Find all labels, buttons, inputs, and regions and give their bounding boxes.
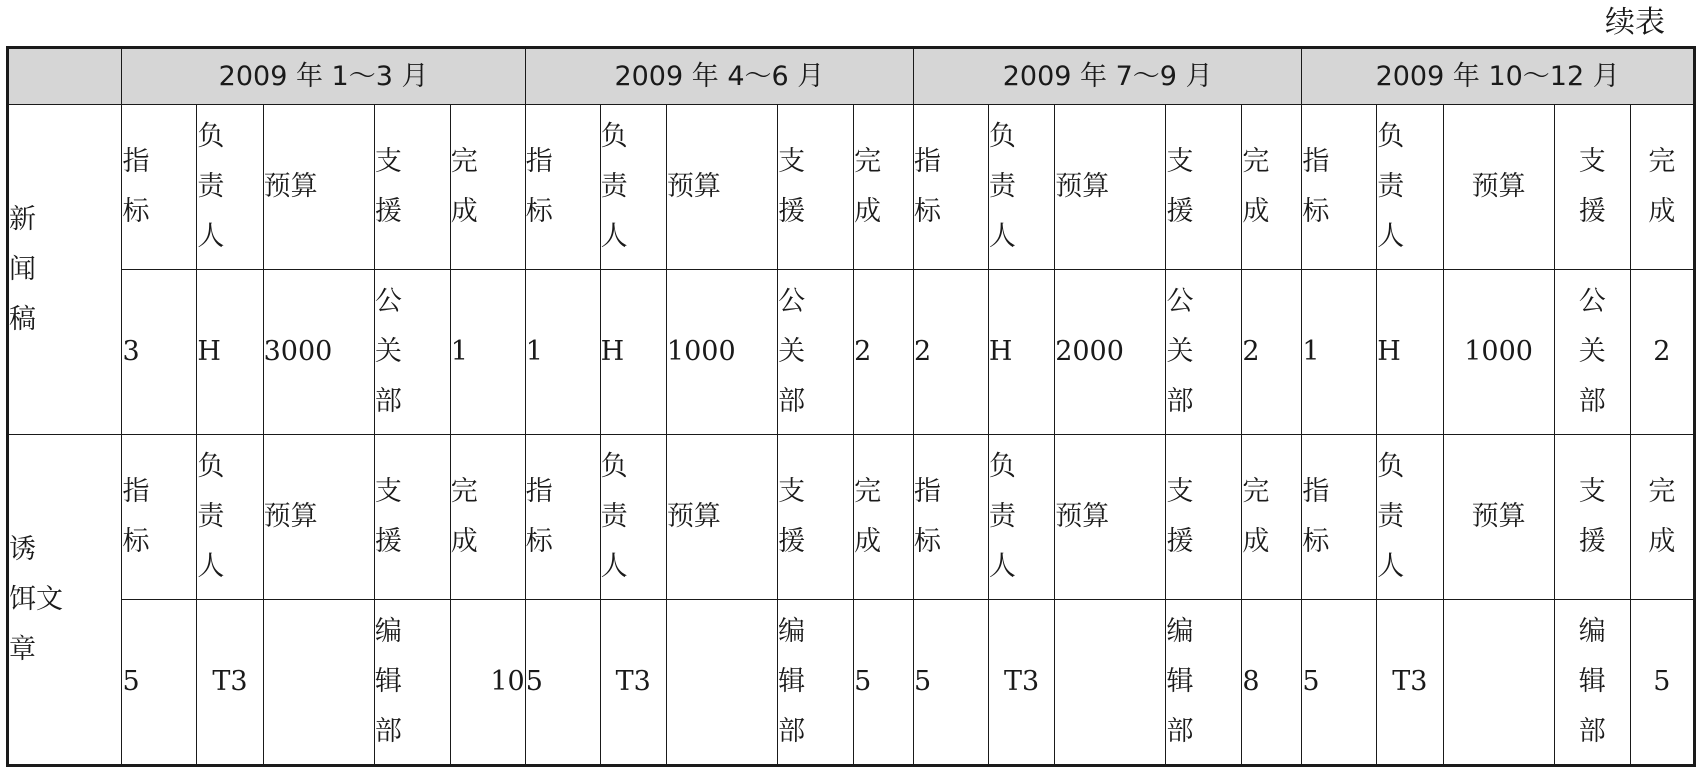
value-row xyxy=(8,270,1695,435)
value-cell: T3 xyxy=(197,600,263,766)
period-header: 2009 年 1～3 月 xyxy=(122,48,525,105)
value-cell: 1 xyxy=(1302,270,1377,435)
value-cell: 2 xyxy=(1242,270,1302,435)
value-cell xyxy=(666,600,777,766)
value-cell: 2 xyxy=(854,270,914,435)
quarterly-plan-table xyxy=(6,46,1696,767)
column-label: 支援 xyxy=(778,435,854,600)
value-cell: 1000 xyxy=(1443,270,1554,435)
column-label: 支援 xyxy=(778,105,854,270)
row-label: 诱 饵文章 xyxy=(8,435,122,766)
column-label-row xyxy=(8,105,1695,270)
column-label: 预算 xyxy=(666,435,777,600)
column-label: 支援 xyxy=(1554,435,1630,600)
value-cell: 编辑部 xyxy=(1166,600,1242,766)
column-label: 指标 xyxy=(1302,105,1377,270)
column-label: 完成 xyxy=(450,435,525,600)
period-header: 2009 年 10～12 月 xyxy=(1302,48,1695,105)
column-label: 完成 xyxy=(1242,105,1302,270)
value-cell xyxy=(1443,600,1554,766)
value-cell: H xyxy=(1377,270,1443,435)
value-cell: 1 xyxy=(525,270,600,435)
value-cell: 公关部 xyxy=(374,270,450,435)
column-label: 负责人 xyxy=(988,105,1054,270)
column-label: 负责人 xyxy=(1377,435,1443,600)
value-cell xyxy=(263,600,374,766)
column-label: 负责人 xyxy=(1377,105,1443,270)
value-cell: 2000 xyxy=(1055,270,1166,435)
value-cell: H xyxy=(600,270,666,435)
value-cell: 5 xyxy=(122,600,197,766)
column-label: 负责人 xyxy=(988,435,1054,600)
value-cell: 公关部 xyxy=(778,270,854,435)
column-label: 预算 xyxy=(1443,435,1554,600)
value-cell: 2 xyxy=(914,270,989,435)
column-label: 指标 xyxy=(122,435,197,600)
column-label: 负责人 xyxy=(197,435,263,600)
value-cell: T3 xyxy=(600,600,666,766)
column-label: 负责人 xyxy=(600,435,666,600)
column-label: 完成 xyxy=(854,105,914,270)
column-label: 支援 xyxy=(1166,435,1242,600)
period-header: 2009 年 4～6 月 xyxy=(525,48,913,105)
column-label: 预算 xyxy=(1055,435,1166,600)
value-cell: 5 xyxy=(525,600,600,766)
column-label: 完成 xyxy=(1630,435,1694,600)
value-cell: H xyxy=(988,270,1054,435)
column-label: 支援 xyxy=(1166,105,1242,270)
column-label: 预算 xyxy=(263,105,374,270)
value-cell: 3 xyxy=(122,270,197,435)
value-cell: 8 xyxy=(1242,600,1302,766)
column-label: 指标 xyxy=(914,435,989,600)
value-cell: 10 xyxy=(450,600,525,766)
value-cell: H xyxy=(197,270,263,435)
column-label: 指标 xyxy=(914,105,989,270)
column-label: 完成 xyxy=(1242,435,1302,600)
value-cell: 1000 xyxy=(666,270,777,435)
column-label: 预算 xyxy=(263,435,374,600)
value-cell: 编辑部 xyxy=(374,600,450,766)
value-cell xyxy=(1055,600,1166,766)
value-cell: 编辑部 xyxy=(1554,600,1630,766)
column-label: 预算 xyxy=(1055,105,1166,270)
value-cell: 编辑部 xyxy=(778,600,854,766)
period-header-row xyxy=(8,48,1695,105)
column-label: 完成 xyxy=(450,105,525,270)
column-label: 指标 xyxy=(1302,435,1377,600)
value-cell: T3 xyxy=(1377,600,1443,766)
row-label: 新闻稿 xyxy=(8,105,122,435)
value-row xyxy=(8,600,1695,766)
value-cell: 5 xyxy=(914,600,989,766)
value-cell: 1 xyxy=(450,270,525,435)
corner-cell xyxy=(8,48,122,105)
column-label: 预算 xyxy=(666,105,777,270)
column-label: 负责人 xyxy=(600,105,666,270)
column-label: 预算 xyxy=(1443,105,1554,270)
value-cell: 3000 xyxy=(263,270,374,435)
column-label: 完成 xyxy=(1630,105,1694,270)
column-label-row xyxy=(8,435,1695,600)
value-cell: 2 xyxy=(1630,270,1694,435)
value-cell: 5 xyxy=(1630,600,1694,766)
column-label: 完成 xyxy=(854,435,914,600)
value-cell: 5 xyxy=(854,600,914,766)
value-cell: 公关部 xyxy=(1166,270,1242,435)
column-label: 指标 xyxy=(122,105,197,270)
column-label: 支援 xyxy=(374,435,450,600)
value-cell: 5 xyxy=(1302,600,1377,766)
column-label: 支援 xyxy=(1554,105,1630,270)
column-label: 指标 xyxy=(525,105,600,270)
value-cell: 公关部 xyxy=(1554,270,1630,435)
column-label: 负责人 xyxy=(197,105,263,270)
column-label: 指标 xyxy=(525,435,600,600)
table-caption: 续表 xyxy=(1605,5,1665,40)
column-label: 支援 xyxy=(374,105,450,270)
period-header: 2009 年 7～9 月 xyxy=(914,48,1302,105)
value-cell: T3 xyxy=(988,600,1054,766)
